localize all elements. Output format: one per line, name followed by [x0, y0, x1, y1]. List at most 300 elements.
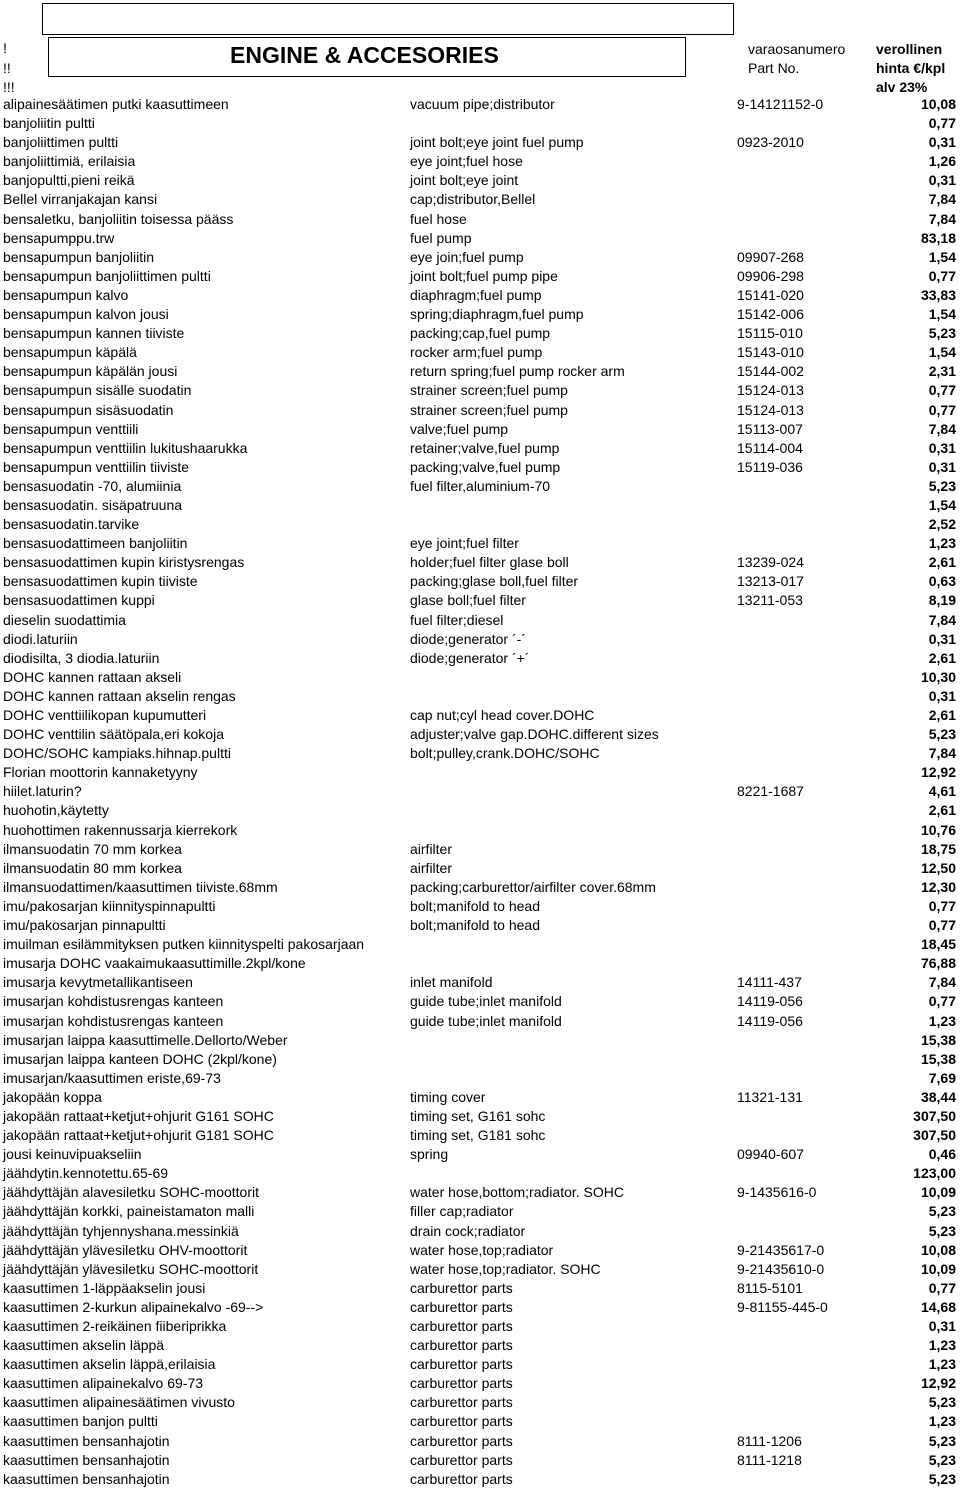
part-number: 15143-010: [737, 344, 804, 361]
table-row: [0, 114, 960, 133]
price: 0,77: [928, 115, 956, 132]
table-row: [0, 1374, 960, 1393]
price: 0,31: [928, 630, 956, 647]
part-name-en: joint bolt;fuel pump pipe: [410, 267, 558, 284]
part-number: 15119-036: [737, 458, 803, 475]
part-number: 15113-007: [737, 420, 803, 437]
part-name-fi: ilmansuodatin 70 mm korkea: [3, 840, 182, 857]
part-number: 15124-013: [737, 382, 804, 399]
part-name-fi: banjoliittimen pultti: [3, 134, 119, 151]
col-header-price-3: alv 23%: [876, 79, 928, 95]
part-number: 14119-056: [737, 1012, 803, 1029]
part-name-fi: bensasuodattimen kupin kiristysrengas: [3, 554, 245, 571]
part-name-fi: imusarja kevytmetallikantiseen: [3, 974, 193, 991]
part-number: 13213-017: [737, 573, 804, 590]
part-name-fi: jäähdyttäjän tyhjennyshana.messinkiä: [3, 1222, 239, 1239]
table-row: [0, 496, 960, 515]
price: 5,23: [928, 1432, 956, 1449]
price: 33,83: [920, 286, 956, 303]
col-header-price-2: hinta €/kpl: [876, 60, 946, 76]
table-row: [0, 401, 960, 420]
table-row: [0, 630, 960, 649]
price: 10,08: [920, 96, 956, 112]
table-row: [0, 515, 960, 534]
table-row: [0, 381, 960, 400]
part-number: 8221-1687: [737, 783, 804, 800]
price: 1,23: [928, 1356, 956, 1373]
part-name-en: water hose,top;radiator: [410, 1241, 554, 1258]
price: 1,54: [928, 344, 956, 361]
price: 1,23: [928, 1012, 956, 1029]
table-row: [0, 1202, 960, 1221]
price: 12,92: [920, 764, 956, 781]
price: 0,77: [928, 1279, 956, 1296]
part-name-fi: bensasuodattimen kupin tiiviste: [3, 573, 198, 590]
part-number: 15141-020: [737, 286, 804, 303]
part-number: 8111-1218: [737, 1451, 802, 1468]
price: 0,46: [928, 1146, 956, 1163]
part-name-fi: kaasuttimen banjon pultti: [3, 1413, 158, 1430]
table-row: [0, 1012, 960, 1031]
part-name-en: eye join;fuel pump: [410, 248, 524, 265]
table-row: [0, 1069, 960, 1088]
part-number: 15144-002: [737, 363, 804, 380]
price: 0,31: [928, 458, 956, 475]
table-row: [0, 591, 960, 610]
part-name-fi: bensapumpun käpälä: [3, 344, 137, 361]
price: 0,77: [928, 993, 956, 1010]
price: 0,31: [928, 439, 956, 456]
price: 2,61: [928, 802, 956, 819]
price: 0,31: [928, 134, 956, 151]
price: 10,76: [920, 821, 956, 838]
price: 0,77: [928, 382, 956, 399]
row-marker: !!: [3, 60, 11, 76]
part-name-en: carburettor parts: [410, 1413, 513, 1430]
part-name-fi: huohottimen rakennussarja kierrekork: [3, 821, 238, 838]
part-name-en: vacuum pipe;distributor: [410, 96, 555, 112]
part-name-en: strainer screen;fuel pump: [410, 382, 568, 399]
part-name-fi: bensapumppu.trw: [3, 229, 115, 246]
part-name-fi: bensasuodattimeen banjoliitin: [3, 535, 188, 552]
table-row: [0, 821, 960, 840]
price: 2,31: [928, 363, 956, 380]
part-name-fi: huohotin,käytetty: [3, 802, 109, 819]
part-name-en: valve;fuel pump: [410, 420, 509, 437]
part-name-en: cap nut;cyl head cover.DOHC: [410, 707, 595, 723]
part-name-en: diode;generator ´+´: [410, 649, 530, 666]
part-name-en: water hose,top;radiator. SOHC: [410, 1260, 601, 1277]
price: 1,54: [928, 248, 956, 265]
parts-table: [0, 95, 960, 1489]
part-number: 9-14121152-0: [737, 96, 824, 112]
part-name-en: water hose,bottom;radiator. SOHC: [410, 1184, 624, 1201]
table-row: [0, 1126, 960, 1145]
table-row: [0, 801, 960, 820]
price: 12,92: [920, 1375, 956, 1392]
part-name-en: glase boll;fuel filter: [410, 592, 526, 609]
part-number: 9-1435616-0: [737, 1184, 817, 1201]
table-row: [0, 439, 960, 458]
part-name-fi: bensapumpun kannen tiiviste: [3, 325, 185, 342]
part-name-fi: diodi.laturiin: [3, 630, 78, 647]
part-name-en: eye joint;fuel hose: [410, 153, 523, 170]
part-name-fi: jakopään rattaat+ketjut+ohjurit G181 SOHC: [3, 1127, 274, 1144]
price: 307,50: [913, 1127, 956, 1144]
table-row: [0, 935, 960, 954]
price: 7,84: [928, 420, 956, 437]
table-row: [0, 954, 960, 973]
part-name-fi: DOHC/SOHC kampiaks.hihnap.pultti: [3, 745, 231, 762]
table-row: [0, 1451, 960, 1470]
part-name-en: carburettor parts: [410, 1337, 513, 1354]
price: 1,23: [928, 1413, 956, 1430]
row-marker: !: [3, 40, 7, 56]
price: 18,75: [920, 840, 956, 857]
part-number: 15142-006: [737, 306, 804, 323]
part-name-en: filler cap;radiator: [410, 1203, 514, 1220]
part-name-en: airfilter: [410, 859, 453, 876]
price: 1,26: [928, 153, 956, 170]
part-name-fi: bensapumpun kalvon jousi: [3, 306, 169, 323]
part-name-fi: hiilet.laturin?: [3, 783, 82, 800]
price: 123,00: [913, 1165, 956, 1182]
part-name-fi: jäähdyttäjän ylävesiletku OHV-moottorit: [3, 1241, 248, 1258]
part-name-en: packing;carburettor/airfilter cover.68mm: [410, 878, 656, 895]
price: 10,09: [920, 1184, 956, 1201]
price: 7,84: [928, 745, 956, 762]
table-row: [0, 534, 960, 553]
part-name-en: bolt;manifold to head: [410, 897, 540, 914]
part-name-fi: jäähdyttäjän ylävesiletku SOHC-moottorit: [3, 1260, 259, 1277]
part-name-en: inlet manifold: [410, 974, 493, 991]
part-name-en: carburettor parts: [410, 1451, 513, 1468]
part-name-en: carburettor parts: [410, 1394, 513, 1411]
part-name-fi: bensapumpun venttiili: [3, 420, 139, 437]
part-number: 9-21435610-0: [737, 1260, 825, 1277]
part-name-fi: jäähdyttäjän korkki, paineistamaton malli: [3, 1203, 255, 1220]
part-name-en: timing cover: [410, 1088, 486, 1105]
part-name-en: return spring;fuel pump rocker arm: [410, 363, 625, 380]
part-name-en: eye joint;fuel filter: [410, 535, 519, 552]
table-row: [0, 248, 960, 267]
price: 1,23: [928, 535, 956, 552]
part-name-fi: kaasuttimen akselin läppä: [3, 1337, 165, 1354]
table-row: [0, 1336, 960, 1355]
part-name-en: strainer screen;fuel pump: [410, 401, 568, 418]
table-row: [0, 267, 960, 286]
part-name-en: bolt;manifold to head: [410, 917, 540, 934]
table-row: [0, 286, 960, 305]
part-name-fi: kaasuttimen 2-reikäinen fiiberiprikka: [3, 1318, 227, 1334]
price: 15,38: [920, 1050, 956, 1067]
table-row: [0, 1031, 960, 1050]
part-name-fi: imu/pakosarjan kiinnityspinnapultti: [3, 897, 216, 914]
part-name-fi: bensapumpun kalvo: [3, 286, 129, 303]
part-name-fi: bensapumpun sisälle suodatin: [3, 382, 192, 399]
table-row: [0, 1355, 960, 1374]
col-header-price-1: verollinen: [876, 41, 943, 57]
table-row: [0, 1412, 960, 1431]
part-name-en: fuel hose: [410, 210, 467, 227]
part-name-fi: bensasuodattimen kuppi: [3, 592, 155, 609]
table-row: [0, 95, 960, 114]
price: 307,50: [913, 1107, 956, 1124]
table-row: [0, 973, 960, 992]
part-name-fi: imusarja DOHC vaakaimukaasuttimille.2kpl/kone: [3, 955, 306, 972]
price: 0,31: [928, 687, 956, 704]
table-row: [0, 859, 960, 878]
part-name-en: packing;valve,fuel pump: [410, 458, 561, 475]
part-number: 13211-053: [737, 592, 803, 609]
price: 10,30: [920, 668, 956, 685]
price: 0,77: [928, 267, 956, 284]
table-row: [0, 763, 960, 782]
part-number: 09906-298: [737, 267, 804, 284]
price: 1,54: [928, 306, 956, 323]
table-row: [0, 553, 960, 572]
part-number: 15124-013: [737, 401, 804, 418]
table-row: [0, 362, 960, 381]
price: 5,23: [928, 1394, 956, 1411]
price: 5,23: [928, 1222, 956, 1239]
price: 1,54: [928, 496, 956, 513]
table-row: [0, 706, 960, 725]
table-row: [0, 420, 960, 439]
price: 0,31: [928, 1318, 956, 1334]
part-name-en: timing set, G181 sohc: [410, 1127, 546, 1144]
price: 2,61: [928, 649, 956, 666]
price: 7,84: [928, 210, 956, 227]
table-row: [0, 1279, 960, 1298]
table-row: [0, 878, 960, 897]
price: 7,69: [928, 1069, 956, 1086]
empty-header-box: [42, 3, 734, 35]
table-row: [0, 210, 960, 229]
price: 14,68: [920, 1298, 956, 1315]
col-header-part-fi: varaosanumero: [748, 41, 846, 57]
row-marker: !!!: [3, 79, 15, 95]
table-row: [0, 1164, 960, 1183]
price: 2,61: [928, 554, 956, 571]
table-row: [0, 897, 960, 916]
table-row: [0, 1432, 960, 1451]
price: 18,45: [920, 936, 956, 953]
part-name-fi: bensapumpun käpälän jousi: [3, 363, 178, 380]
part-name-en: drain cock;radiator: [410, 1222, 526, 1239]
table-row: [0, 992, 960, 1011]
part-name-fi: bensasuodatin -70, alumiinia: [3, 477, 182, 494]
part-name-fi: kaasuttimen 1-läppäakselin jousi: [3, 1279, 206, 1296]
part-name-fi: jakopään koppa: [3, 1088, 102, 1105]
price: 2,61: [928, 707, 956, 723]
price: 0,77: [928, 917, 956, 934]
part-name-fi: banjopultti,pieni reikä: [3, 172, 135, 189]
part-name-en: carburettor parts: [410, 1432, 513, 1449]
col-header-part-en: Part No.: [748, 60, 800, 76]
table-row: [0, 190, 960, 209]
part-name-en: carburettor parts: [410, 1356, 513, 1373]
part-name-en: packing;glase boll,fuel filter: [410, 573, 579, 590]
part-number: 14111-437: [737, 974, 802, 991]
price: 5,23: [928, 1470, 956, 1487]
part-number: 9-21435617-0: [737, 1241, 825, 1258]
table-row: [0, 1260, 960, 1279]
part-number: 8111-1206: [737, 1432, 802, 1449]
part-name-fi: jäähdyttäjän alavesiletku SOHC-moottorit: [3, 1184, 260, 1201]
part-number: 09907-268: [737, 248, 804, 265]
part-number: 13239-024: [737, 554, 804, 571]
price: 4,61: [928, 783, 956, 800]
part-name-fi: DOHC kannen rattaan akselin rengas: [3, 687, 236, 704]
table-row: [0, 343, 960, 362]
part-name-en: joint bolt;eye joint fuel pump: [410, 134, 584, 151]
table-row: [0, 1107, 960, 1126]
table-row: [0, 611, 960, 630]
price: 38,44: [920, 1088, 956, 1105]
part-name-fi: bensaletku, banjoliitin toisessa pääss: [3, 210, 234, 227]
part-name-en: diode;generator ´-´: [410, 630, 526, 647]
part-name-en: carburettor parts: [410, 1375, 513, 1392]
table-row: [0, 725, 960, 744]
part-name-en: carburettor parts: [410, 1279, 513, 1296]
table-row: [0, 572, 960, 591]
part-name-fi: DOHC kannen rattaan akseli: [3, 668, 182, 685]
part-name-fi: bensasuodatin. sisäpatruuna: [3, 496, 183, 513]
part-number: 9-81155-445-0: [737, 1298, 828, 1315]
part-name-fi: imusarjan kohdistusrengas kanteen: [3, 993, 224, 1010]
price: 5,23: [928, 1203, 956, 1220]
part-name-fi: imu/pakosarjan pinnapultti: [3, 917, 166, 934]
part-name-fi: banjoliitin pultti: [3, 115, 95, 132]
price: 7,84: [928, 611, 956, 628]
part-number: 14119-056: [737, 993, 803, 1010]
table-row: [0, 1183, 960, 1202]
table-row: [0, 171, 960, 190]
price: 2,52: [928, 516, 956, 533]
part-name-fi: DOHC venttiilikopan kupumutteri: [3, 707, 207, 723]
table-row: [0, 1470, 960, 1489]
table-row: [0, 458, 960, 477]
part-name-en: airfilter: [410, 840, 453, 857]
price: 0,77: [928, 897, 956, 914]
table-row: [0, 782, 960, 801]
part-number: 0923-2010: [737, 134, 804, 151]
part-name-fi: banjoliittimiä, erilaisia: [3, 153, 136, 170]
part-name-fi: kaasuttimen akselin läppä,erilaisia: [3, 1356, 216, 1373]
part-name-fi: diodisilta, 3 diodia.laturiin: [3, 649, 160, 666]
part-name-fi: jousi keinuvipuakseliin: [3, 1146, 142, 1163]
part-name-en: guide tube;inlet manifold: [410, 1012, 562, 1029]
price: 5,23: [928, 477, 956, 494]
part-name-en: fuel filter,aluminium-70: [410, 477, 551, 494]
part-name-fi: bensapumpun banjoliitin: [3, 248, 154, 265]
price: 8,19: [928, 592, 956, 609]
price: 7,84: [928, 191, 956, 208]
part-name-fi: kaasuttimen bensanhajotin: [3, 1451, 170, 1468]
price: 76,88: [920, 955, 956, 972]
page-title: ENGINE & ACCESORIES: [230, 42, 499, 68]
part-name-fi: kaasuttimen 2-kurkun alipainekalvo -69-->: [3, 1298, 264, 1315]
part-name-fi: imusarjan kohdistusrengas kanteen: [3, 1012, 224, 1029]
part-number: 15114-004: [737, 439, 803, 456]
part-name-en: carburettor parts: [410, 1470, 513, 1487]
table-row: [0, 649, 960, 668]
part-name-fi: imuilman esilämmityksen putken kiinnityspelti pakosarjaan: [3, 936, 365, 953]
table-row: [0, 1241, 960, 1260]
part-name-fi: imusarjan/kaasuttimen eriste,69-73: [3, 1069, 221, 1086]
part-name-en: guide tube;inlet manifold: [410, 993, 562, 1010]
price: 83,18: [920, 229, 956, 246]
table-row: [0, 1088, 960, 1107]
part-name-fi: ilmansuodatin 80 mm korkea: [3, 859, 182, 876]
price: 10,09: [920, 1260, 956, 1277]
table-row: [0, 1298, 960, 1317]
part-name-en: holder;fuel filter glase boll: [410, 554, 569, 571]
table-row: [0, 1222, 960, 1241]
part-name-fi: jäähdytin.kennotettu.65-69: [3, 1165, 169, 1182]
price: 10,08: [920, 1241, 956, 1258]
part-name-en: spring;diaphragm,fuel pump: [410, 306, 584, 323]
part-number: 8115-5101: [737, 1279, 803, 1296]
table-row: [0, 1317, 960, 1336]
part-name-fi: ilmansuodattimen/kaasuttimen tiiviste.68mm: [3, 878, 278, 895]
part-name-fi: kaasuttimen bensanhajotin: [3, 1470, 170, 1487]
price: 5,23: [928, 325, 956, 342]
part-name-fi: bensapumpun venttiilin tiiviste: [3, 458, 189, 475]
part-name-fi: bensapumpun sisäsuodatin: [3, 401, 174, 418]
part-number: 11321-131: [737, 1088, 803, 1105]
part-name-en: rocker arm;fuel pump: [410, 344, 543, 361]
part-name-fi: bensasuodatin.tarvike: [3, 516, 140, 533]
part-name-fi: Bellel virranjakajan kansi: [3, 191, 158, 208]
part-name-en: retainer;valve,fuel pump: [410, 439, 560, 456]
part-name-en: carburettor parts: [410, 1318, 513, 1334]
price: 12,50: [920, 859, 956, 876]
part-name-fi: bensapumpun banjoliittimen pultti: [3, 267, 211, 284]
table-row: [0, 1145, 960, 1164]
table-row: [0, 324, 960, 343]
part-name-fi: imusarjan laippa kaasuttimelle.Dellorto/Weber: [3, 1031, 288, 1048]
part-name-en: bolt;pulley,crank.DOHC/SOHC: [410, 745, 600, 762]
part-number: 15115-010: [737, 325, 803, 342]
part-name-fi: bensapumpun venttiilin lukitushaarukka: [3, 439, 248, 456]
table-row: [0, 477, 960, 496]
part-name-fi: alipainesäätimen putki kaasuttimeen: [3, 96, 229, 112]
table-row: [0, 744, 960, 763]
part-name-fi: kaasuttimen alipainesäätimen vivusto: [3, 1394, 235, 1411]
part-name-en: fuel filter;diesel: [410, 611, 504, 628]
price: 1,23: [928, 1337, 956, 1354]
part-name-en: adjuster;valve gap.DOHC.different sizes: [410, 726, 659, 743]
table-row: [0, 1050, 960, 1069]
price: 5,23: [928, 1451, 956, 1468]
table-row: [0, 152, 960, 171]
price: 0,63: [928, 573, 956, 590]
part-name-fi: DOHC venttilin säätöpala,eri kokoja: [3, 726, 224, 743]
part-name-fi: dieselin suodattimia: [3, 611, 126, 628]
part-name-fi: kaasuttimen alipainekalvo 69-73: [3, 1375, 204, 1392]
table-row: [0, 133, 960, 152]
table-row: [0, 687, 960, 706]
part-name-en: packing;cap,fuel pump: [410, 325, 551, 342]
part-name-fi: jakopään rattaat+ketjut+ohjurit G161 SOHC: [3, 1107, 274, 1124]
part-name-en: cap;distributor,Bellel: [410, 191, 536, 208]
part-name-en: carburettor parts: [410, 1298, 513, 1315]
table-row: [0, 668, 960, 687]
table-row: [0, 1393, 960, 1412]
part-name-fi: Florian moottorin kannaketyyny: [3, 764, 198, 781]
